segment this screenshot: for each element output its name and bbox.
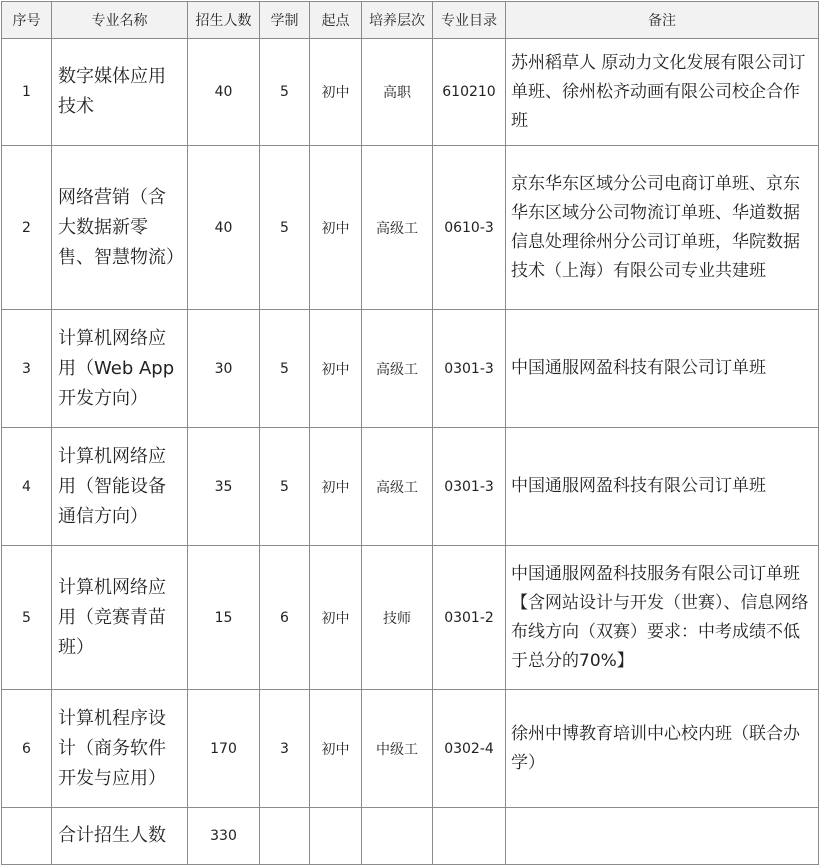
cell-level-empty <box>362 808 433 865</box>
cell-major: 数字媒体应用技术 <box>52 39 188 146</box>
cell-note: 中国通服网盈科技有限公司订单班 <box>506 428 819 546</box>
cell-note: 中国通服网盈科技有限公司订单班 <box>506 310 819 428</box>
cell-level: 高级工 <box>362 146 433 310</box>
cell-major: 计算机网络应用（Web App开发方向） <box>52 310 188 428</box>
cell-no: 4 <box>2 428 52 546</box>
cell-code: 0301-3 <box>433 310 506 428</box>
cell-enroll: 15 <box>188 546 260 690</box>
table-row <box>2 690 819 808</box>
cell-code: 0301-3 <box>433 428 506 546</box>
header-enroll: 招生人数 <box>188 2 260 39</box>
cell-note: 苏州稻草人 原动力文化发展有限公司订单班、徐州松齐动画有限公司校企合作班 <box>506 39 819 146</box>
cell-start-empty <box>310 808 362 865</box>
header-no: 序号 <box>2 2 52 39</box>
table-header-row <box>2 2 819 39</box>
cell-start: 初中 <box>310 146 362 310</box>
cell-level: 高级工 <box>362 428 433 546</box>
cell-major: 计算机程序设计（商务软件开发与应用） <box>52 690 188 808</box>
cell-no-empty <box>2 808 52 865</box>
cell-years: 5 <box>260 310 310 428</box>
header-note: 备注 <box>506 2 819 39</box>
cell-major: 计算机网络应用（竞赛青苗班） <box>52 546 188 690</box>
cell-years: 5 <box>260 39 310 146</box>
cell-note: 京东华东区域分公司电商订单班、京东华东区域分公司物流订单班、华道数据信息处理徐州分公司订单班，华院数据技术（上海）有限公司专业共建班 <box>506 146 819 310</box>
cell-major: 计算机网络应用（智能设备通信方向） <box>52 428 188 546</box>
header-level: 培养层次 <box>362 2 433 39</box>
cell-years: 5 <box>260 428 310 546</box>
cell-note: 中国通服网盈科技服务有限公司订单班【含网站设计与开发（世赛）、信息网络布线方向（双赛）要求：中考成绩不低于总分的70%】 <box>506 546 819 690</box>
cell-enroll: 30 <box>188 310 260 428</box>
cell-code: 0610-3 <box>433 146 506 310</box>
cell-years: 6 <box>260 546 310 690</box>
cell-no: 5 <box>2 546 52 690</box>
cell-no: 3 <box>2 310 52 428</box>
cell-level: 高职 <box>362 39 433 146</box>
cell-years: 5 <box>260 146 310 310</box>
cell-start: 初中 <box>310 39 362 146</box>
cell-code: 0301-2 <box>433 546 506 690</box>
table-row <box>2 146 819 310</box>
cell-major: 网络营销（含大数据新零售、智慧物流） <box>52 146 188 310</box>
table-row <box>2 428 819 546</box>
cell-start: 初中 <box>310 690 362 808</box>
cell-note: 徐州中博教育培训中心校内班（联合办学） <box>506 690 819 808</box>
cell-no: 1 <box>2 39 52 146</box>
enrollment-table <box>1 1 819 865</box>
cell-years: 3 <box>260 690 310 808</box>
total-label: 合计招生人数 <box>52 808 188 865</box>
cell-enroll: 35 <box>188 428 260 546</box>
cell-start: 初中 <box>310 546 362 690</box>
header-years: 学制 <box>260 2 310 39</box>
cell-start: 初中 <box>310 428 362 546</box>
header-major: 专业名称 <box>52 2 188 39</box>
header-code: 专业目录 <box>433 2 506 39</box>
cell-level: 中级工 <box>362 690 433 808</box>
cell-level: 技师 <box>362 546 433 690</box>
cell-code-empty <box>433 808 506 865</box>
cell-no: 2 <box>2 146 52 310</box>
header-start: 起点 <box>310 2 362 39</box>
cell-enroll: 170 <box>188 690 260 808</box>
total-value: 330 <box>188 808 260 865</box>
table-row <box>2 546 819 690</box>
cell-level: 高级工 <box>362 310 433 428</box>
cell-note-empty <box>506 808 819 865</box>
cell-start: 初中 <box>310 310 362 428</box>
cell-enroll: 40 <box>188 39 260 146</box>
cell-code: 0302-4 <box>433 690 506 808</box>
table-row <box>2 310 819 428</box>
cell-no: 6 <box>2 690 52 808</box>
cell-years-empty <box>260 808 310 865</box>
cell-enroll: 40 <box>188 146 260 310</box>
table-row <box>2 39 819 146</box>
cell-code: 610210 <box>433 39 506 146</box>
total-row <box>2 808 819 865</box>
